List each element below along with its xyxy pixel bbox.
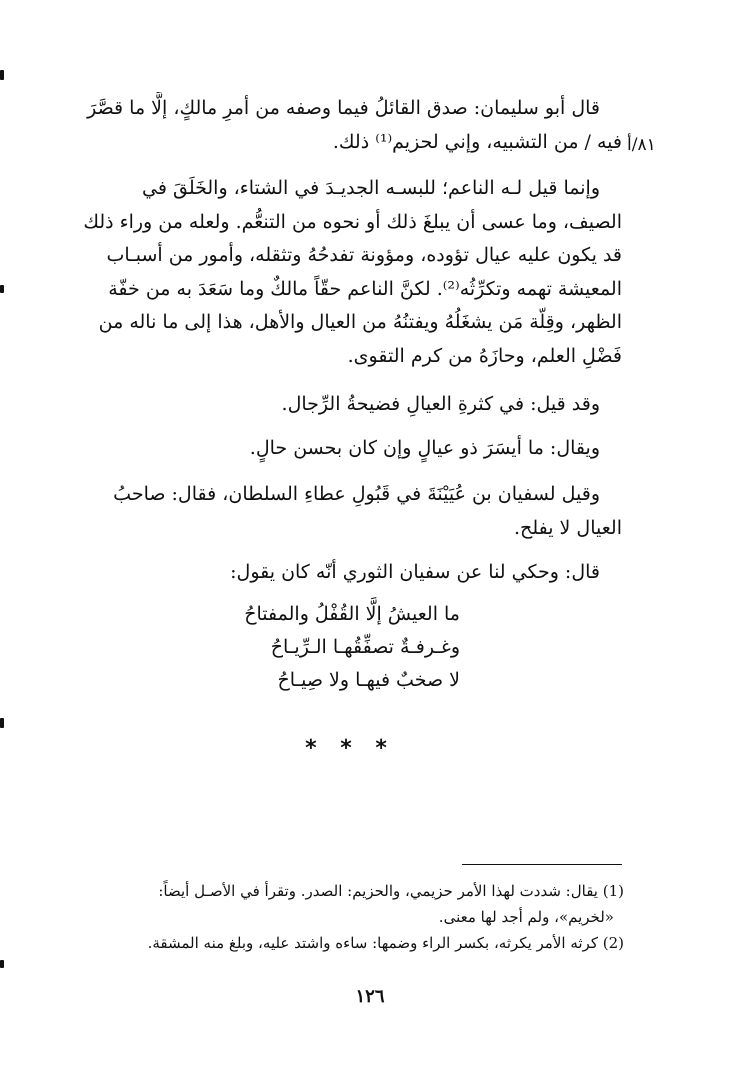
paragraph-1 [78, 92, 622, 159]
footnote-1-line: «لخريم»، ولم أجد لها معنى. [438, 908, 614, 926]
section-separator: * * * [305, 736, 395, 761]
paragraph-4 [78, 432, 622, 466]
paragraph-3 [78, 388, 622, 422]
poem-verse: لا صخبٌ فيهـا ولا صِيـاحُ [277, 669, 460, 691]
paragraph-line: العيال لا يفلح. [514, 516, 622, 539]
footnote-divider [462, 864, 622, 865]
paragraph-line: فَضْلِ العلم، وحازَهُ من كرم التقوى. [347, 344, 622, 367]
paragraph-line: ويقال: ما أيسَرَ ذو عيالٍ وإن كان بحسن حالٍ. [249, 437, 600, 459]
paragraph-line: وقيل لسفيان بن عُيَيْنَةَ في قَبُولِ عطاءِ السلطان، فقال: صاحبُ [113, 483, 600, 505]
footnote-2-line: (2) كرثه الأمر يكرثه، بكسر الراء وضمها: ساءه واشتد عليه، وبلغ منه المشقة. [147, 934, 624, 952]
poem-verses [230, 598, 460, 697]
paragraph-6 [78, 556, 622, 590]
paragraph-line: الظهر، وقِلّة مَن يشغَلُهُ ويفتنُهُ من العيال والأهل، هذا إلى ما ناله من [98, 311, 622, 333]
paragraph-line: قال: وحكي لنا عن سفيان الثوري أنّه كان يقول: [230, 561, 600, 583]
scan-mark-lower [0, 718, 4, 728]
paragraph-line: قال أبو سليمان: صدق القائلُ فيما وصفه من أمرِ مالكٍ، إلَّا ما قصَّرَ [87, 97, 600, 119]
page-number: ١٢٦ [355, 986, 385, 1007]
poem-verse: وغـرفـةٌ تصفِّقُهـا الـرِّيـاحُ [270, 636, 460, 658]
footnotes [80, 878, 624, 956]
footnote-1-line: (1) يقال: شددت لهذا الأمر حزيمي، والحزيم: الصدر. وتقرأ في الأصـل أيضاً: [158, 882, 624, 900]
paragraph-line: قد يكون عليه عيال تؤوده، ومؤونة تفدحُهُ وتثقله، وأمور من أسبـاب [106, 244, 622, 266]
scan-mark-bottom [0, 960, 4, 968]
paragraph-line: فيه / من التشبيه، وإني لحزيم⁽¹⁾ ذلك. [332, 130, 622, 153]
folio-margin-note: ٨١/أ [627, 135, 656, 155]
paragraph-2 [78, 172, 622, 373]
paragraph-line: المعيشة تهمه وتكرِّثُه⁽²⁾. لكنَّ الناعم حقّاً مالكٌ وما سَعَدَ به من خفّة [108, 277, 622, 300]
paragraph-line: وقد قيل: في كثرةِ العيالِ فضيحةُ الرِّجال. [281, 393, 600, 415]
scan-mark-middle [0, 285, 4, 293]
paragraph-5 [78, 478, 622, 545]
paragraph-line: وإنما قيل لـه الناعم؛ للبسـه الجديـدَ في الشتاء، والخَلَقَ في [142, 177, 600, 199]
paragraph-line: الصيف، وما عسى أن يبلغَ ذلك أو نحوه من التنعُّم. ولعله من وراء ذلك [83, 210, 622, 233]
scan-mark-top [0, 70, 4, 80]
poem-verse: ما العيشُ إلَّا القُفْلُ والمفتاحُ [244, 603, 460, 625]
